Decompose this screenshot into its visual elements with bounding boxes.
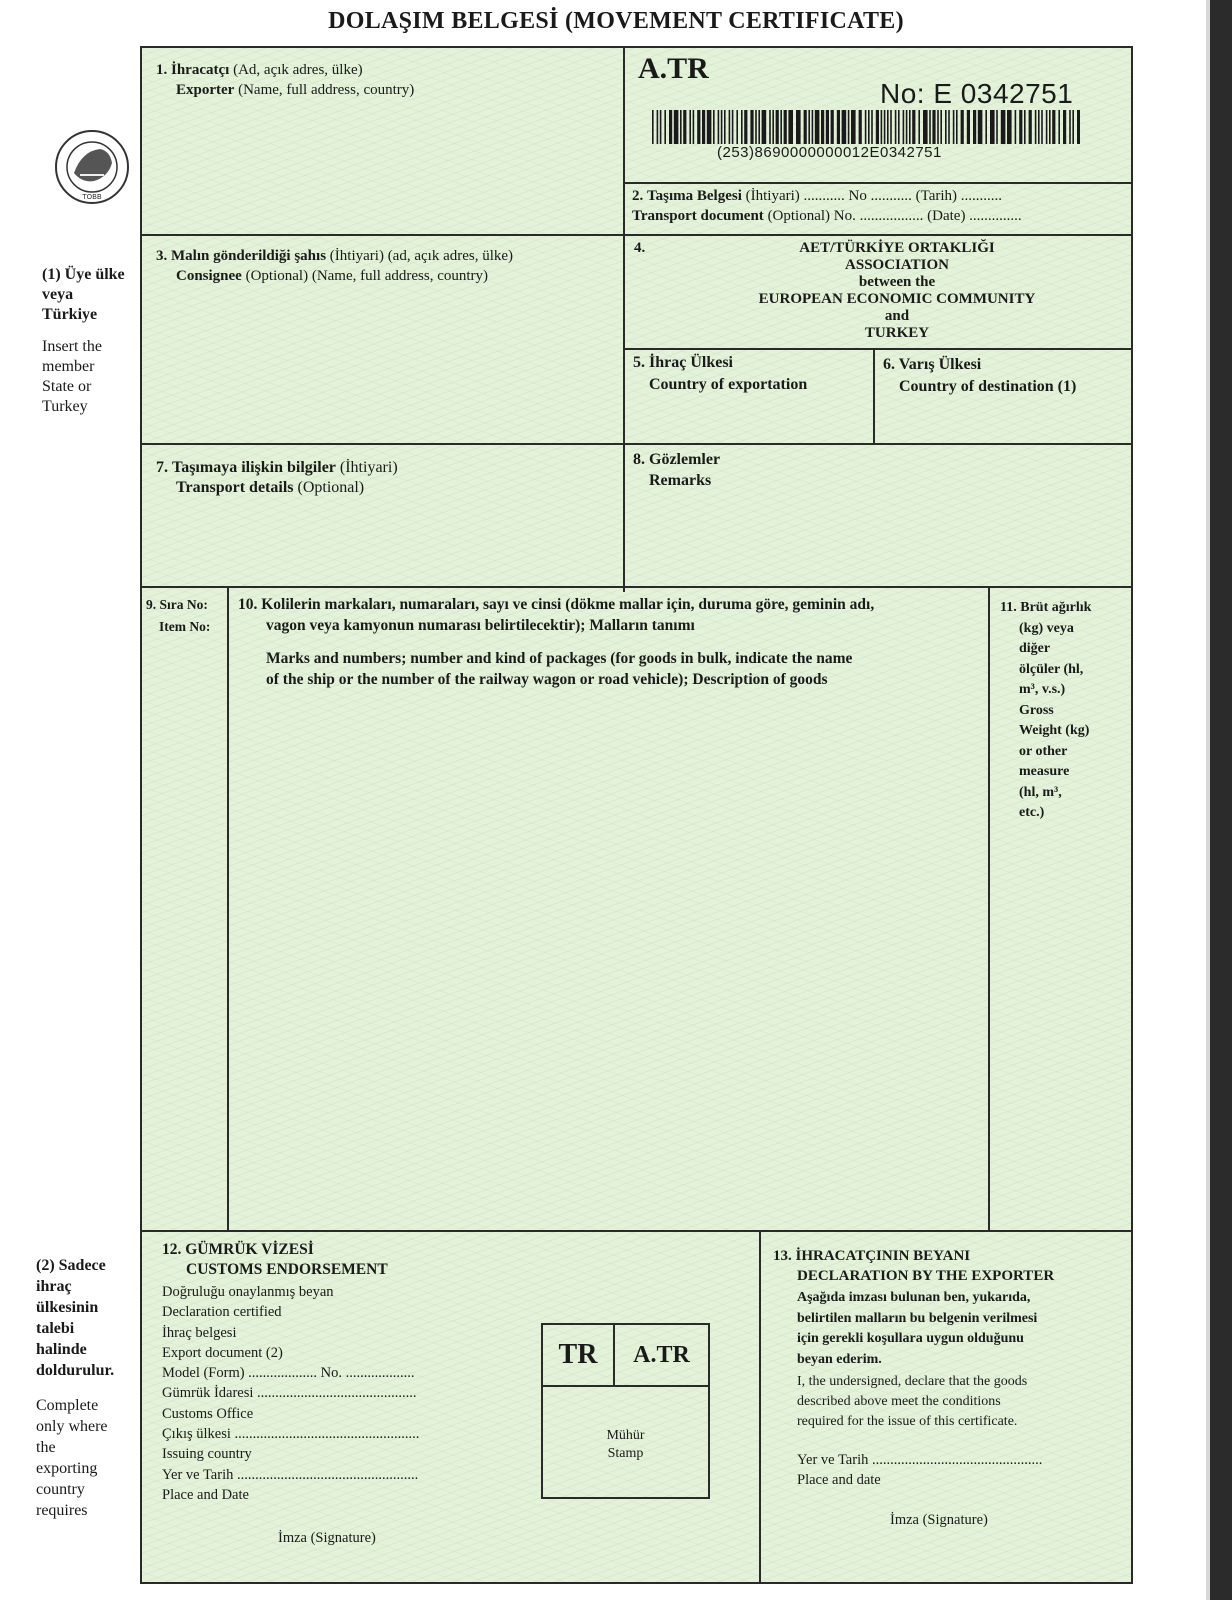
stamp-box bbox=[541, 1323, 710, 1499]
exporter-field[interactable] bbox=[172, 100, 612, 228]
declaration-place-date: Yer ve Tarih ............................................... Place and date bbox=[797, 1452, 1043, 1488]
box-8-remarks: 8. Gözlemler Remarks bbox=[633, 451, 721, 489]
box-5-country-of-exportation: 5. İhraç Ülkesi Country of exportation bbox=[633, 354, 808, 393]
stamp-tr: TR bbox=[543, 1325, 615, 1387]
box-1-exporter: 1. İhracatçı (Ad, açık adres, ülke) Exporter (Name, full address, country) bbox=[156, 62, 415, 98]
box-6-country-of-destination: 6. Varış Ülkesi Country of destination (1) bbox=[883, 356, 1077, 395]
stamp-atr: A.TR bbox=[615, 1325, 708, 1387]
svg-text:TOBB: TOBB bbox=[82, 193, 102, 201]
description-of-goods-field[interactable] bbox=[238, 698, 983, 1223]
consignee-field[interactable] bbox=[172, 288, 612, 438]
country-of-exportation-field[interactable] bbox=[637, 398, 867, 438]
box-13-exporter-declaration: 13. İHRACATÇININ BEYANI DECLARATION BY THE EXPORTER bbox=[773, 1248, 1055, 1284]
box-12-customs-endorsement: 12. GÜMRÜK VİZESİ CUSTOMS ENDORSEMENT bbox=[162, 1241, 388, 1278]
certificate-form bbox=[140, 46, 1133, 1584]
scan-edge bbox=[1192, 0, 1232, 1600]
box-2-transport-document: 2. Taşıma Belgesi (İhtiyari) ........... No ........... (Tarih) ........... Transport document (Optional) No. ................. (Date) .............. bbox=[632, 188, 1022, 224]
exporter-signature-label: İmza (Signature) bbox=[890, 1512, 988, 1528]
country-of-destination-field[interactable] bbox=[887, 398, 1127, 438]
atr-title: A.TR bbox=[638, 52, 709, 85]
box-7-transport-details: 7. Taşımaya ilişkin bilgiler (İhtiyari) Transport details (Optional) bbox=[156, 459, 398, 496]
box-4-association: AET/TÜRKİYE ORTAKLIĞI ASSOCIATION between the EUROPEAN ECONOMIC COMMUNITY and TURKEY bbox=[758, 240, 1036, 341]
box-4-number: 4. bbox=[634, 240, 646, 256]
stamp-label: Mühür Stamp bbox=[606, 1428, 645, 1461]
barcode-bars bbox=[652, 110, 1082, 144]
remarks-field[interactable] bbox=[637, 494, 1127, 580]
barcode-text: (253)8690000000012E0342751 bbox=[717, 144, 942, 161]
customs-signature-label: İmza (Signature) bbox=[278, 1530, 376, 1546]
box-9-item-no: 9. Sıra No: Item No: bbox=[146, 597, 211, 634]
box-10-marks-and-description: 10. Kolilerin markaları, numaraları, sayı ve cinsi (dökme mallar için, duruma göre, geminin adı, vagon veya kamyonun numarası belirtilecektir); Malların tanımı Marks and numbers; number and kind of packages (for goods in bulk, indicate the name of the ship or the number of the railway wagon or road vehicle); Description of goods bbox=[238, 596, 875, 688]
side-note-1: (1) Üye ülke veya Türkiye Insert the member State or Turkey bbox=[42, 266, 125, 415]
box-3-consignee: 3. Malın gönderildiği şahıs (İhtiyari) (ad, açık adres, ülke) Consignee (Optional) (Name, full address, country) bbox=[156, 248, 514, 284]
gross-weight-field[interactable] bbox=[998, 838, 1128, 1223]
box-11-gross-weight: 11. Brüt ağırlık (kg) veya diğer ölçüler (hl, m³, v.s.) Gross Weight (kg) or other measure (hl, m³, etc.) bbox=[1000, 600, 1092, 820]
item-no-field[interactable] bbox=[146, 648, 224, 1223]
document-title: DOLAŞIM BELGESİ (MOVEMENT CERTIFICATE) bbox=[328, 8, 904, 34]
declaration-text-tr: Aşağıda imzası bulunan ben, yukarıda, belirtilen malların bu belgenin verilmesi için gerekli koşullara uygun olduğunu beyan ederim. bbox=[797, 1290, 1038, 1367]
transport-details-field[interactable] bbox=[172, 500, 612, 580]
customs-endorsement-lines: Doğruluğu onaylanmış beyan Declaration certified İhraç belgesi Export document (2) Model (Form) ................... No. ................... Gümrük İdaresi ............................................ Customs Office Çıkış ülkesi ................................................... Issuing country Yer ve Tarih .................................................. Place and Date bbox=[162, 1284, 420, 1503]
certificate-number: No: E 0342751 bbox=[880, 78, 1074, 109]
side-note-2: (2) Sadece ihraç ülkesinin talebi halinde doldurulur. Complete only where the exporting country requires bbox=[36, 1257, 115, 1519]
declaration-text-en: I, the undersigned, declare that the goods described above meet the conditions required for the issue of this certificate. bbox=[797, 1374, 1028, 1429]
tobb-seal-icon bbox=[42, 127, 142, 207]
